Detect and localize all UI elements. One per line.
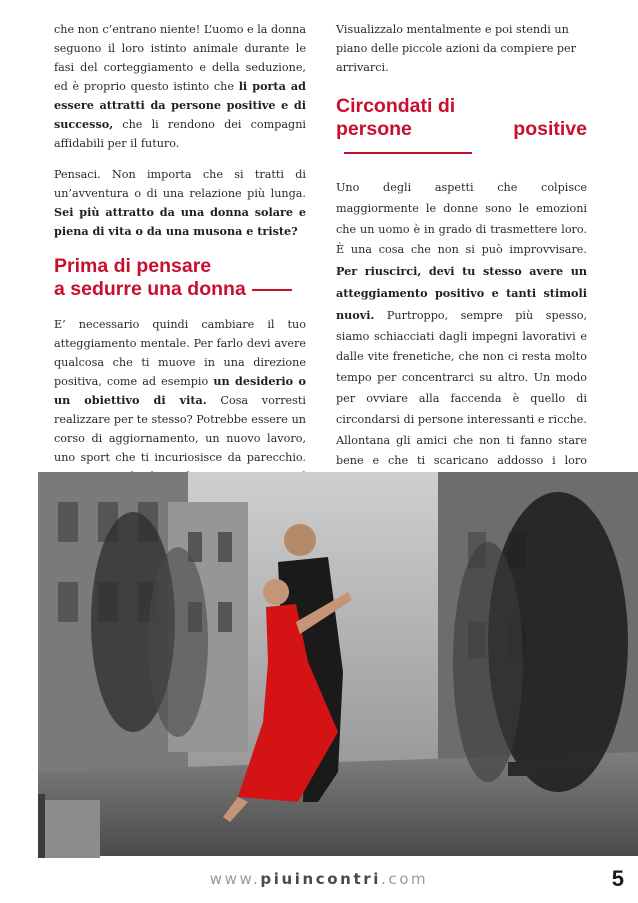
paragraph: Pensaci. Non importa che si tratti di un’avventura o di una relazione più lunga. Sei più attratto da una donna solare e piena di vita o da una musona e triste? <box>54 168 306 238</box>
decorative-bar <box>38 800 100 858</box>
tango-photo <box>38 472 638 856</box>
paragraph: Uno degli aspetti che colpisce maggiormente le donne sono le emozioni che un uomo è in grado di trasmettere loro. È una cosa che non si può improvvisare. Per riuscirci, devi tu stesso avere un atteggiamento positivo e tanti stimoli nuovi. Purtroppo, sempre più spesso, siamo schiacciati dagli impegni lavorativi e dalle vite frenetiche, che non ci resta molto tempo per concentrarci su altro. Un modo per ovviare alla faccenda è quello di circondarsi di persone interessanti e ricche. Allontana gli amici che non ti fanno stare bene e che ti scaricano addosso i loro <box>336 178 587 581</box>
page-number: 5 <box>611 866 624 891</box>
bold-text: li porta ad essere attratti da persone positive e di successo, <box>54 79 306 131</box>
bold-text: Per riuscirci, devi tu stesso avere un atteggiamento positivo e tanti stimoli nuovi. <box>336 264 587 322</box>
paragraph: E’ necessario quindi cambiare il tuo atteggiamento mentale. Per farlo devi avere qualcosa che ti muove in una direzione positiva, come ad esempio un desiderio o un obiettivo di vita. Cosa vorresti realizzare per te stesso? Potrebbe essere un corso di aggiornamento, un nuovo lavoro, uno sport che ti incuriosisce da parecchio. <box>54 318 306 464</box>
bold-text: un desiderio o un obiettivo di vita. <box>54 374 306 407</box>
heading-rule <box>252 289 292 291</box>
decorative-strip <box>38 794 45 858</box>
paragraph: Visualizzalo mentalmente e poi stendi un piano delle piccole azioni da compiere per arrivarci. <box>336 23 577 74</box>
left-column <box>54 20 306 536</box>
section-heading: Prima di pensare a sedurre una donna <box>54 255 306 301</box>
heading-rule <box>344 152 472 154</box>
section-heading: Circondati di persone positive <box>336 95 587 164</box>
tango-dancers-image <box>38 472 638 856</box>
paragraph: che non c’entrano niente! L’uomo e la donna seguono il loro istinto animale durante le fasi del corteggiamento e della seduzione, ed è proprio questo istinto che li porta ad essere attratti da persone positive e di successo, che li rendono dei compagni affidabili per il futuro. <box>54 23 306 150</box>
bold-text: Sei più attratto da una donna solare e piena di vita o da una musona e triste? <box>54 205 306 238</box>
footer-url: www.piuincontri.com <box>209 870 429 888</box>
